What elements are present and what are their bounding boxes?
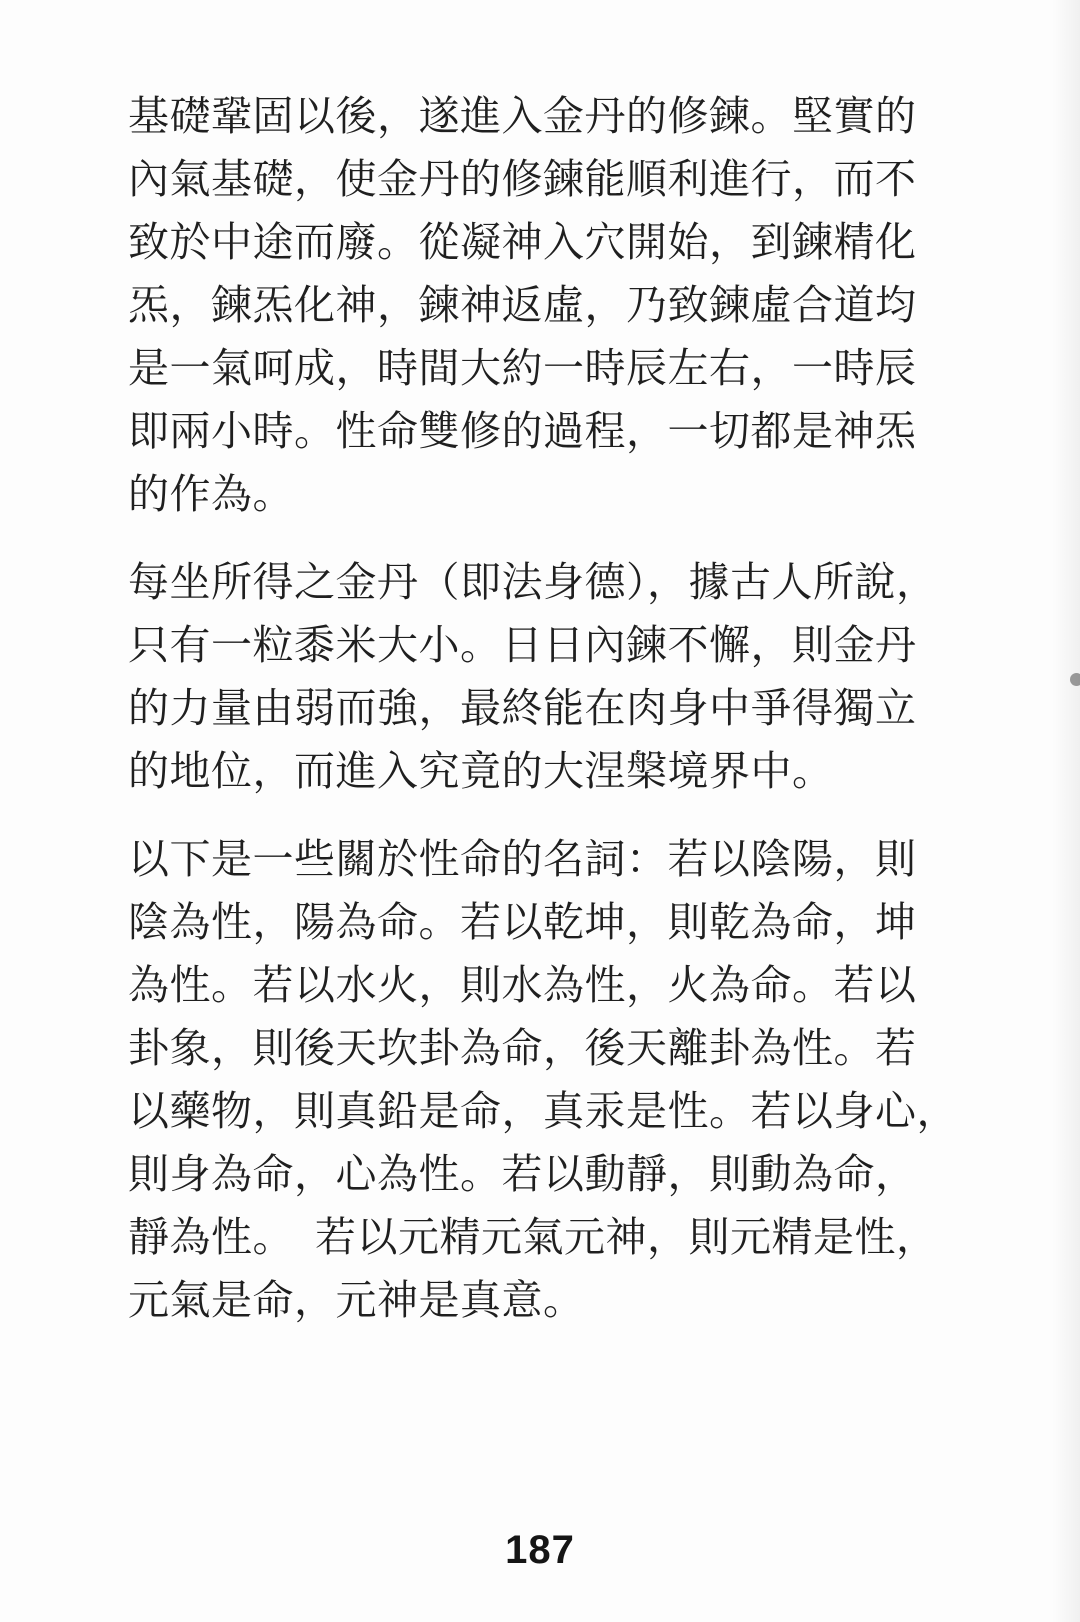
text-line: 以藥物，則真鉛是命，真汞是性。若以身心， xyxy=(128,1087,958,1135)
text-line: 每坐所得之金丹（即法身德），據古人所說， xyxy=(128,558,938,606)
text-line: 的作為。 xyxy=(128,470,294,518)
paragraph-1 xyxy=(128,85,960,526)
page-edge-dot xyxy=(1070,673,1080,686)
text-line: 只有一粒黍米大小。日日內鍊不懈，則金丹 xyxy=(128,621,917,669)
text-line: 的力量由弱而強，最終能在肉身中爭得獨立 xyxy=(128,684,917,732)
text-line: 靜為性。 若以元精元氣元神，則元精是性， xyxy=(128,1213,938,1261)
paragraph-3 xyxy=(128,828,960,1332)
page-footer xyxy=(0,1528,1080,1573)
text-line: 元氣是命，元神是真意。 xyxy=(128,1276,585,1324)
text-line: 的地位，而進入究竟的大涅槃境界中。 xyxy=(128,747,834,795)
text-line: 陰為性，陽為命。若以乾坤，則乾為命，坤 xyxy=(128,898,917,946)
text-line: 則身為命，心為性。若以動靜，則動為命， xyxy=(128,1150,917,1198)
text-line: 為性。若以水火，則水為性，火為命。若以 xyxy=(128,961,917,1009)
text-line: 炁，鍊炁化神，鍊神返虛，乃致鍊虛合道均 xyxy=(128,281,917,329)
text-line: 基礎鞏固以後，遂進入金丹的修鍊。堅實的 xyxy=(128,92,917,140)
text-line: 即兩小時。性命雙修的過程，一切都是神炁 xyxy=(128,407,917,455)
text-line: 致於中途而廢。從凝神入穴開始，到鍊精化 xyxy=(128,218,917,266)
text-line: 以下是一些關於性命的名詞：若以陰陽，則 xyxy=(128,835,917,883)
text-line: 是一氣呵成，時間大約一時辰左右，一時辰 xyxy=(128,344,917,392)
text-line: 內氣基礎，使金丹的修鍊能順利進行，而不 xyxy=(128,155,917,203)
text-line: 卦象，則後天坎卦為命，後天離卦為性。若 xyxy=(128,1024,917,1072)
paragraph-2 xyxy=(128,551,960,803)
page-number: 187 xyxy=(505,1528,575,1572)
